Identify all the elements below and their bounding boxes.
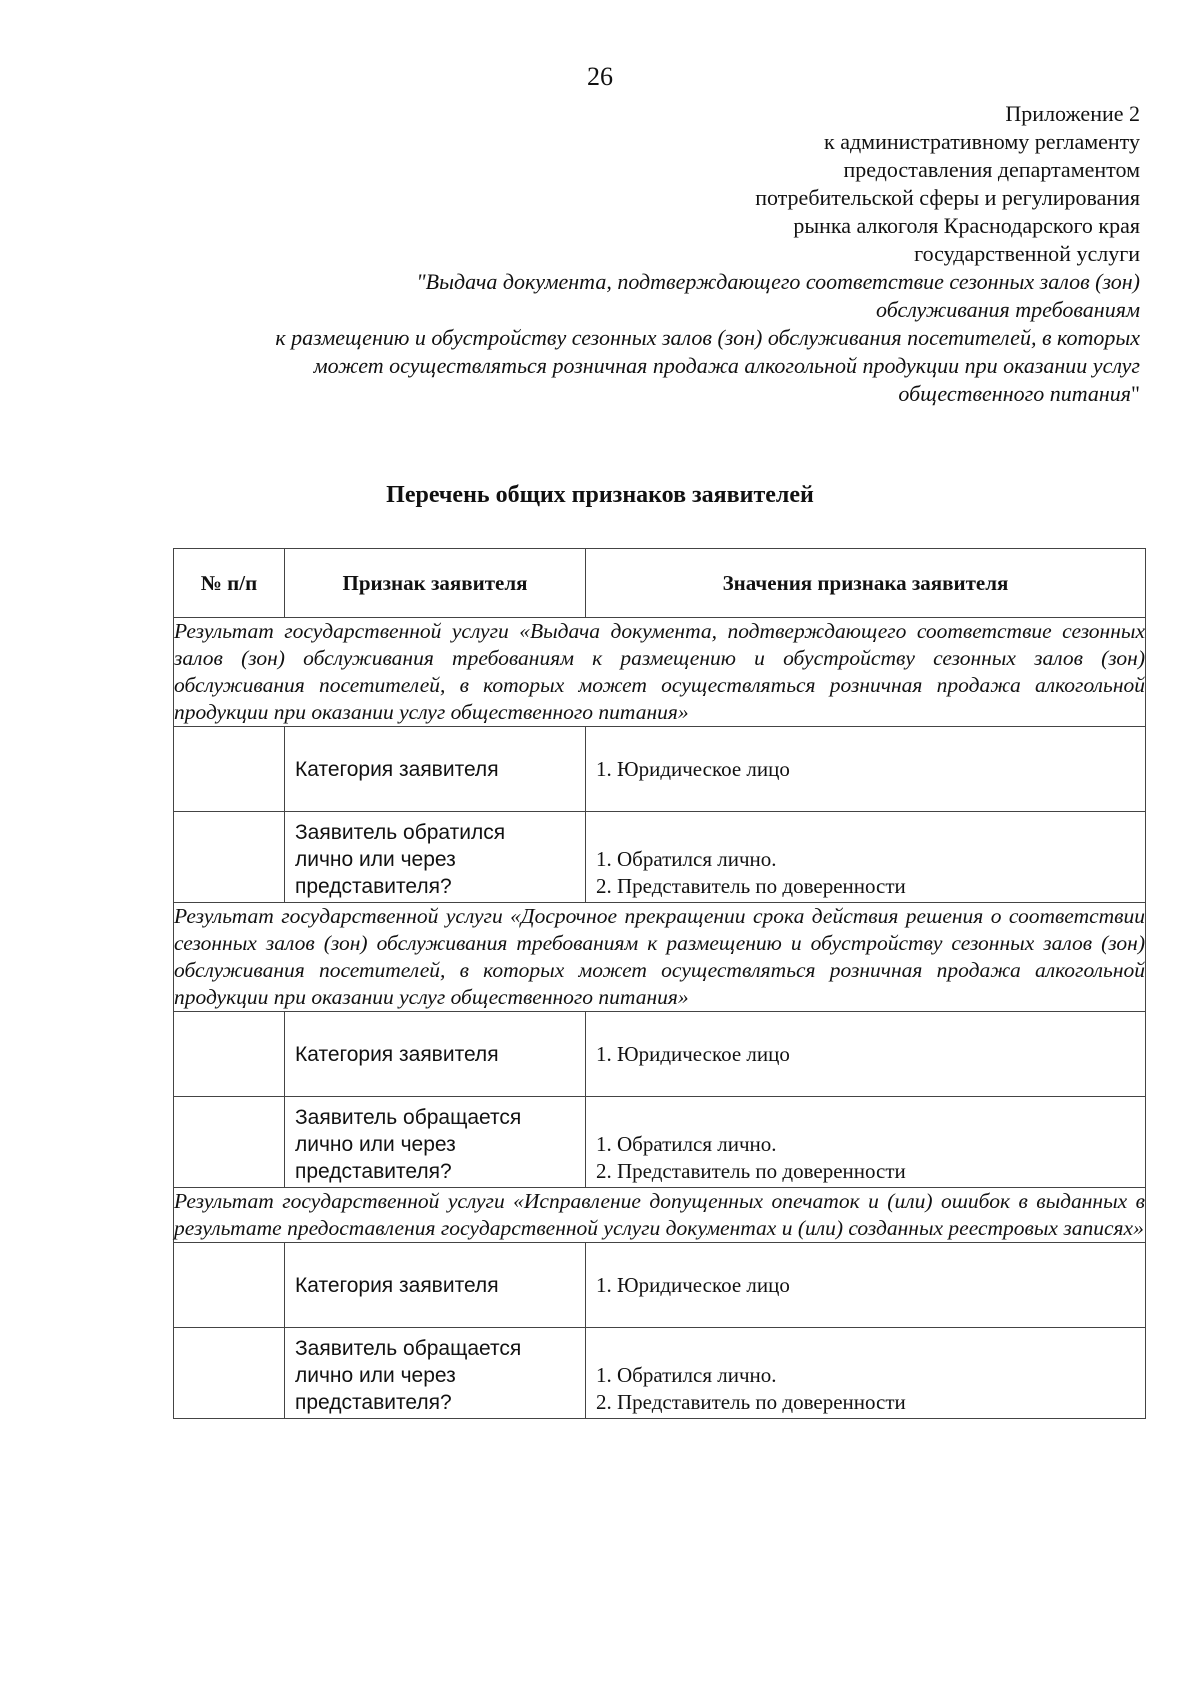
- feature-line: представителя?: [295, 875, 452, 898]
- service-name-line: обслуживания требованиям: [876, 297, 1140, 322]
- service-name-line: может осуществляться розничная продажа алкогольной продукции при оказании услуг: [313, 353, 1140, 378]
- section-heading: Результат государственной услуги «Выдача документа, подтверждающего соответствие сезонных залов (зон) обслуживания требованиям к размещению и обустройству сезонных залов (зон) обслуживания посетителей, в которых может осуществляться розничная продажа алкогольной продукции при оказании услуг общественного питания»: [174, 618, 1146, 727]
- value-line: 1. Обратился лично.: [596, 1363, 777, 1387]
- feature-cell: Категория заявителя: [285, 1243, 586, 1328]
- appendix-line: рынка алкоголя Краснодарского края: [793, 213, 1140, 238]
- feature-line: представителя?: [295, 1160, 452, 1183]
- row-number-cell: [174, 812, 285, 903]
- feature-cell: Категория заявителя: [285, 1012, 586, 1097]
- feature-line: представителя?: [295, 1391, 452, 1414]
- header-values: Значения признака заявителя: [586, 549, 1146, 618]
- service-name-last-line: [140, 380, 1140, 408]
- value-line: 2. Представитель по доверенности: [596, 1390, 906, 1414]
- appendix-line: государственной услуги: [914, 241, 1140, 266]
- feature-cell: [285, 1097, 586, 1188]
- service-name-line: к размещению и обустройству сезонных залов (зон) обслуживания посетителей, в которых: [275, 325, 1140, 350]
- table-header-row: [174, 549, 1146, 618]
- table-row: [174, 1097, 1146, 1188]
- section-row: [174, 1188, 1146, 1243]
- section-row: [174, 903, 1146, 1012]
- service-name-line: "Выдача документа, подтверждающего соответствие сезонных залов (зон): [416, 269, 1140, 294]
- value-cell: [586, 1097, 1146, 1188]
- applicant-features-table: [173, 548, 1146, 1419]
- value-line: 1. Обратился лично.: [596, 847, 777, 871]
- page-number: 26: [587, 62, 613, 91]
- feature-line: Заявитель обращается: [295, 1337, 522, 1360]
- service-name-line: общественного питания: [898, 381, 1132, 406]
- feature-cell: Категория заявителя: [285, 727, 586, 812]
- value-line: 2. Представитель по доверенности: [596, 874, 906, 898]
- table-row: [174, 1243, 1146, 1328]
- value-cell: 1. Юридическое лицо: [586, 1012, 1146, 1097]
- row-number-cell: [174, 1243, 285, 1328]
- appendix-header: [140, 100, 1140, 408]
- closing-quote: ": [1131, 381, 1140, 406]
- feature-line: Заявитель обращается: [295, 1106, 522, 1129]
- value-cell: [586, 812, 1146, 903]
- header-number: № п/п: [174, 549, 285, 618]
- table-row: [174, 812, 1146, 903]
- row-number-cell: [174, 727, 285, 812]
- header-feature: Признак заявителя: [285, 549, 586, 618]
- section-heading: Результат государственной услуги «Досрочное прекращении срока действия решения о соответствии сезонных залов (зон) обслуживания требованиям к размещению и обустройству сезонных залов (зон) обслуживания посетителей, в которых может осуществляться розничная продажа алкогольной продукции при оказании услуг общественного питания»: [174, 903, 1146, 1012]
- appendix-line: Приложение 2: [1005, 101, 1140, 126]
- feature-line: Заявитель обратился: [295, 821, 506, 844]
- section-row: [174, 618, 1146, 727]
- value-cell: [586, 1328, 1146, 1419]
- feature-line: лично или через: [295, 848, 456, 871]
- feature-cell: [285, 1328, 586, 1419]
- row-number-cell: [174, 1097, 285, 1188]
- table-row: [174, 727, 1146, 812]
- table-row: [174, 1012, 1146, 1097]
- row-number-cell: [174, 1012, 285, 1097]
- appendix-line: потребительской сферы и регулирования: [755, 185, 1140, 210]
- appendix-line: к административному регламенту: [824, 129, 1140, 154]
- value-cell: 1. Юридическое лицо: [586, 727, 1146, 812]
- table-row: [174, 1328, 1146, 1419]
- row-number-cell: [174, 1328, 285, 1419]
- value-line: 2. Представитель по доверенности: [596, 1159, 906, 1183]
- section-heading: Результат государственной услуги «Исправление допущенных опечаток и (или) ошибок в выданных в результате предоставления государственной услуги документах и (или) созданных реестровых записях»: [174, 1188, 1146, 1243]
- appendix-line: предоставления департаментом: [843, 157, 1140, 182]
- feature-line: лично или через: [295, 1133, 456, 1156]
- feature-line: лично или через: [295, 1364, 456, 1387]
- value-line: 1. Обратился лично.: [596, 1132, 777, 1156]
- document-title: Перечень общих признаков заявителей: [386, 482, 814, 508]
- feature-cell: [285, 812, 586, 903]
- value-cell: 1. Юридическое лицо: [586, 1243, 1146, 1328]
